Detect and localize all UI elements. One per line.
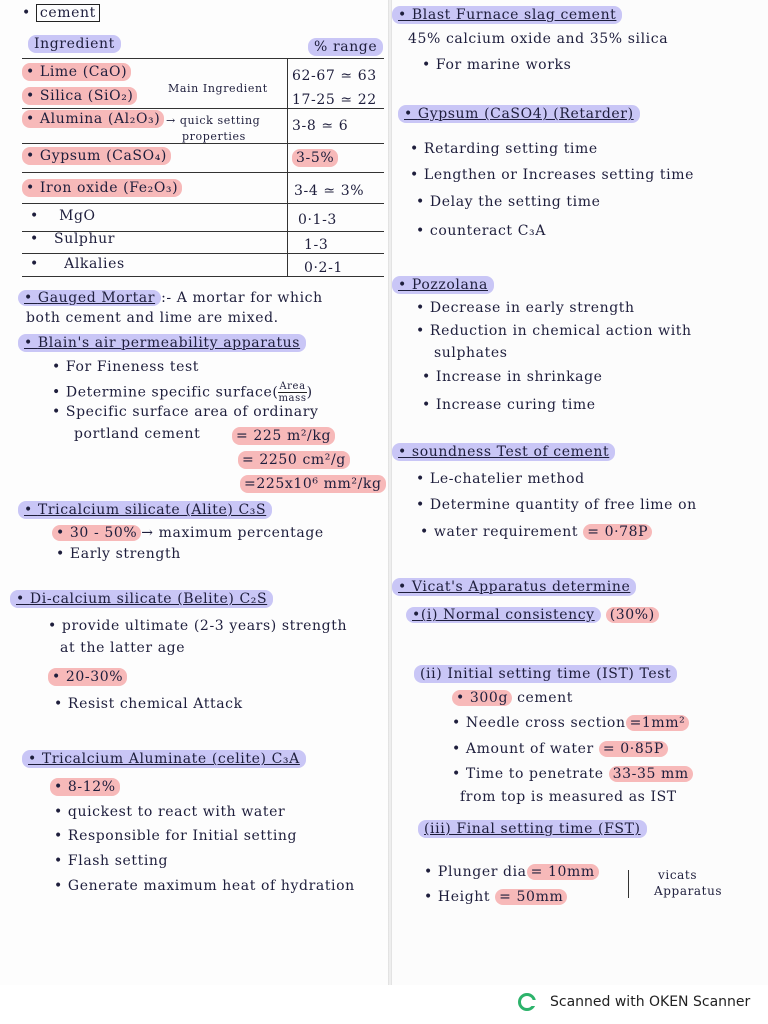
sound-b1: • Le-chatelier method [416,471,585,487]
celite-b3: • Responsible for Initial setting [54,828,298,844]
gypsum-b4: • counteract C₃A [416,223,546,239]
pozz-b4: • Increase curing time [422,397,596,413]
vicat-ii4: • Time to penetrate 33-35 mm [452,765,693,783]
blast-b2: • For marine works [422,57,572,73]
soundness-title: • soundness Test of cement [392,443,615,461]
pozz-b1: • Decrease in early strength [416,300,635,316]
celite-b1: • 8-12% [50,778,120,796]
vicat-iii2: • Height = 50mm [424,888,567,906]
vicat-ii3: • Amount of water = 0·85P [452,740,668,758]
scanner-logo-icon [518,993,536,1011]
belite-title: • Di-calcium silicate (Belite) C₂S [10,590,273,608]
row-sulphur: • Sulphur [30,231,115,247]
vicat-title: • Vicat's Apparatus determine [392,578,636,596]
blain-value-3: =225x10⁶ mm²/kg [240,475,386,493]
row-alumina: • Alumina (Al₂O₃) [22,110,164,128]
row-gypsum-range: 3-5% [292,149,338,167]
scanner-brand-text: Scanned with OKEN Scanner [550,994,751,1010]
celite-title: • Tricalcium Aluminate (celite) C₃A [22,750,306,768]
pozz-b3: • Increase in shrinkage [422,369,603,385]
blain-b2: • Determine specific surface( Area mass ) [52,381,313,404]
alite-title: • Tricalcium silicate (Alite) C₃S [18,501,272,519]
row-iron-oxide: • Iron oxide (Fe₂O₃) [22,179,182,197]
row-mgo-range: 0·1-3 [298,212,337,228]
blain-b3: • Specific surface area of ordinary [52,404,319,420]
vicat-ii1: • 300g cement [452,689,573,707]
pozzolana-title: • Pozzolana [392,276,494,294]
vicat-iii: (iii) Final setting time (FST) [418,820,647,838]
blain-b4: portland cement [74,426,201,442]
gypsum-title: • Gypsum (CaSO4) (Retarder) [398,105,640,123]
blast-b1: 45% calcium oxide and 35% silica [408,31,669,47]
row-alkalies: • Alkalies [30,256,125,272]
gypsum-b1: • Retarding setting time [410,141,598,157]
vicat-ii: (ii) Initial setting time (IST) Test [414,665,677,683]
scanner-watermark [518,992,750,1012]
row-lime-range: 62-67 ≃ 63 [292,68,377,84]
blast-title: • Blast Furnace slag cement [392,6,622,24]
table-header-range: % range [308,38,383,56]
row-silica: • Silica (SiO₂) [22,87,137,105]
row-sulphur-range: 1-3 [304,237,329,253]
alite-b1: • 30 - 50% → maximum percentage [52,524,324,542]
belite-b1: • provide ultimate (2-3 years) strength [48,618,348,634]
celite-b4: • Flash setting [54,853,169,869]
pozz-b2b: sulphates [434,345,508,361]
row-alumina-range: 3-8 ≃ 6 [292,118,349,134]
vicat-apparatus-note-1: vicats [658,868,698,882]
blain-value-1: = 225 m²/kg [232,427,335,445]
gypsum-b3: • Delay the setting time [416,194,601,210]
vicat-ii4b: from top is measured as IST [460,789,677,805]
main-ingredient-note: Main Ingredient [168,82,268,95]
page-fold [388,0,392,985]
sound-b3: • water requirement = 0·78P [420,523,652,541]
vicat-iii1: • Plunger dia = 10mm [424,863,599,881]
row-mgo: • MgO [30,208,96,224]
vicat-ii2: • Needle cross section =1mm² [452,714,689,732]
celite-b5: • Generate maximum heat of hydration [54,878,355,894]
pozz-b2: • Reduction in chemical action with [416,323,692,339]
row-alkalies-range: 0·2-1 [304,260,343,276]
belite-b3: • Resist chemical Attack [54,696,243,712]
blain-b1: • For Fineness test [52,359,199,375]
blain-title: • Blain's air permeability apparatus [18,334,306,352]
celite-b2: • quickest to react with water [54,804,286,820]
blain-value-2: = 2250 cm²/g [238,451,350,469]
vicat-i: •(i) Normal consistency (30%) [406,606,659,624]
quick-setting-note: → quick setting [166,114,261,127]
belite-b2: • 20-30% [48,668,127,686]
properties-note: properties [182,130,246,143]
table-header-ingredient: Ingredient [28,35,121,53]
alite-b2: • Early strength [56,546,181,562]
row-iron-oxide-range: 3-4 ≃ 3% [294,183,365,199]
row-gypsum: • Gypsum (CaSO₄) [22,147,171,165]
vicat-apparatus-note-2: Apparatus [654,884,723,898]
row-silica-range: 17-25 ≃ 22 [292,92,377,108]
sound-b2: • Determine quantity of free lime on [416,497,697,513]
gauged-mortar-desc: both cement and lime are mixed. [26,310,279,326]
cement-heading: • cement [22,4,100,22]
gypsum-b2: • Lengthen or Increases setting time [410,167,694,183]
belite-b1b: at the latter age [60,640,186,656]
row-lime: • Lime (CaO) [22,63,131,81]
gauged-mortar-line: • Gauged Mortar :- A mortar for which [18,289,323,307]
